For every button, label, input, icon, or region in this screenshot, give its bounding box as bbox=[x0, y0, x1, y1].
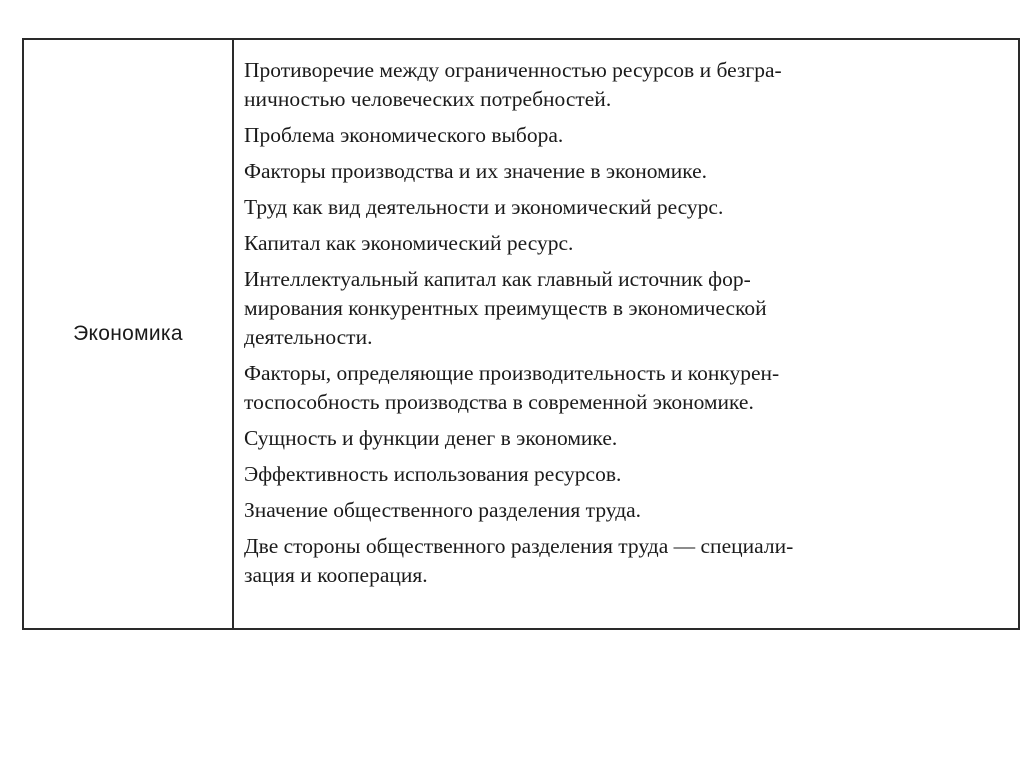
topic-item: Эффективность использования ресурсов. bbox=[244, 462, 622, 486]
topic-item: Интеллектуальный капитал как главный источник фор- мирования конкурентных преимуществ в экономической деятельности. bbox=[244, 267, 767, 349]
subject-label: Экономика bbox=[73, 322, 183, 345]
topic-item: Факторы, определяющие производительность и конкурен- тоспособность производства в современной экономике. bbox=[244, 361, 780, 414]
topic-item: Проблема экономического выбора. bbox=[244, 123, 564, 147]
topic-item: Сущность и функции денег в экономике. bbox=[244, 426, 618, 450]
topics-cell bbox=[244, 56, 1006, 597]
table-right-border bbox=[1018, 40, 1020, 628]
topic-item: Факторы производства и их значение в экономике. bbox=[244, 159, 708, 183]
topic-item: Противоречие между ограниченностью ресурсов и безгра- ничностью человеческих потребностей. bbox=[244, 58, 782, 111]
topic-item: Труд как вид деятельности и экономический ресурс. bbox=[244, 195, 724, 219]
column-divider bbox=[232, 40, 234, 628]
subject-cell bbox=[24, 40, 232, 628]
topics-table bbox=[22, 38, 1020, 630]
topic-item: Две стороны общественного разделения труда — специали- зация и кооперация. bbox=[244, 534, 794, 587]
topic-item: Значение общественного разделения труда. bbox=[244, 498, 642, 522]
topic-item: Капитал как экономический ресурс. bbox=[244, 231, 574, 255]
